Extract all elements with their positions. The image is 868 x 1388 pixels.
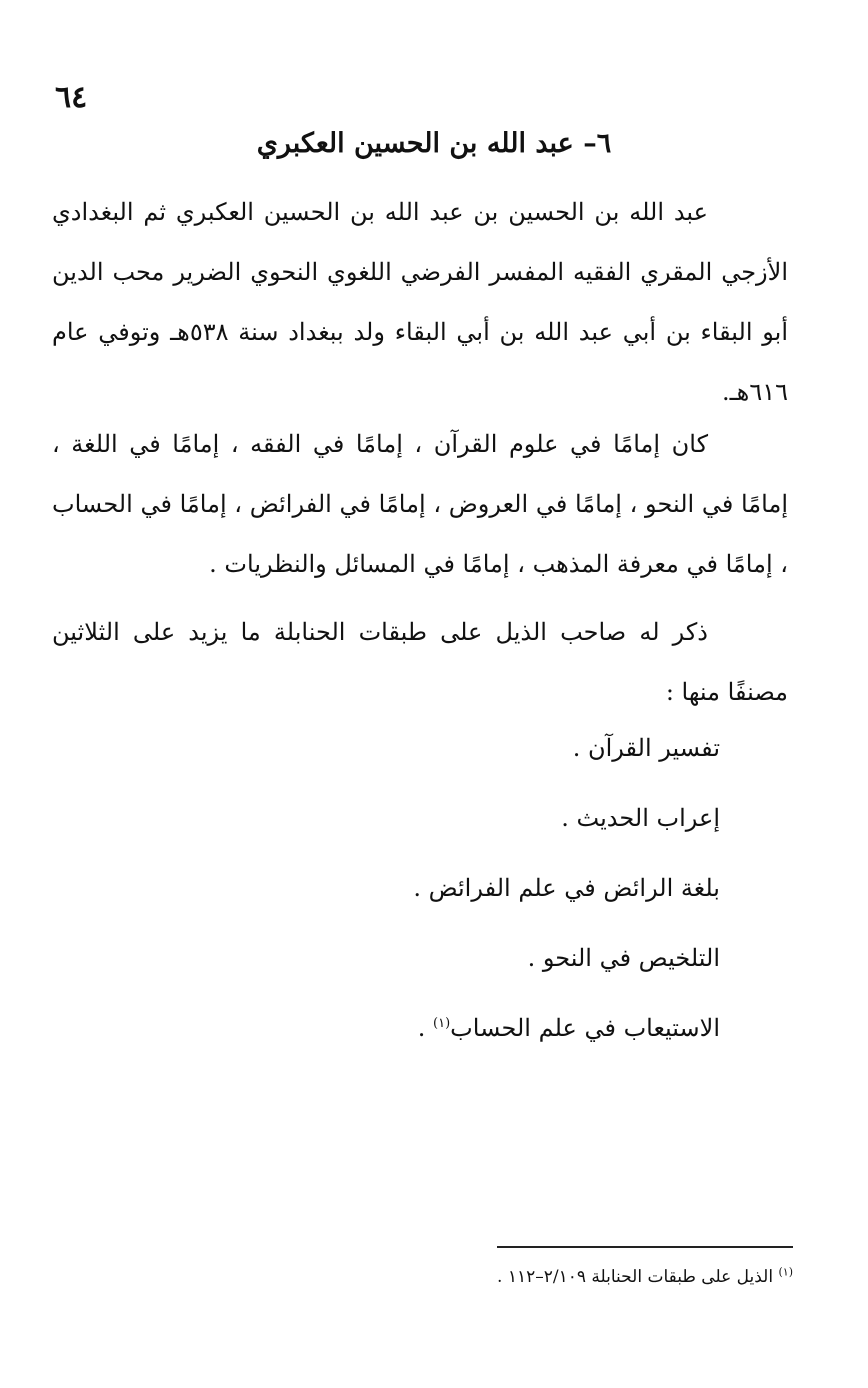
biography-paragraph: عبد الله بن الحسين بن عبد الله بن الحسين العكبري ثم البغدادي الأزجي المقري الفقيه المفسر الفرضي اللغوي النحوي الضرير محب الدين أبو البقاء بن أبي عبد الله بن أبي البقاء ولد ببغداد سنة ٥٣٨هـ وتوفي عام ٦١٦هـ.	[52, 198, 788, 406]
footnote-reference: (١)	[433, 1016, 451, 1031]
page-number: ٦٤	[55, 80, 88, 115]
work-item-last	[413, 998, 720, 1068]
works-list	[413, 718, 720, 1068]
footnote	[497, 1262, 793, 1292]
works-intro-paragraph: ذكر له صاحب الذيل على طبقات الحنابلة ما يزيد على الثلاثين مصنفًا منها :	[52, 618, 788, 706]
work-item: التلخيص في النحو .	[527, 944, 720, 972]
work-item: تفسير القرآن .	[572, 734, 720, 762]
work-item: بلغة الرائض في علم الفرائض .	[413, 874, 720, 902]
footnote-divider	[497, 1246, 793, 1248]
footnote-text: الذيل على طبقات الحنابلة ٢/١٠٩–١١٢ .	[497, 1267, 779, 1287]
work-item: إعراب الحديث .	[561, 804, 720, 832]
work-title: الاستيعاب في علم الحساب	[450, 1014, 720, 1042]
section-heading: ٦– عبد الله بن الحسين العكبري	[256, 128, 612, 159]
work-end-punctuation: .	[417, 1014, 434, 1042]
scholarship-paragraph: كان إمامًا في علوم القرآن ، إمامًا في الفقه ، إمامًا في اللغة ، إمامًا في النحو ، إمامًا في العروض ، إمامًا في الفرائض ، إمامًا في الحساب ، إمامًا في معرفة المذهب ، إمامًا في المسائل والنظريات .	[52, 430, 788, 578]
footnote-mark: (١)	[778, 1265, 793, 1279]
